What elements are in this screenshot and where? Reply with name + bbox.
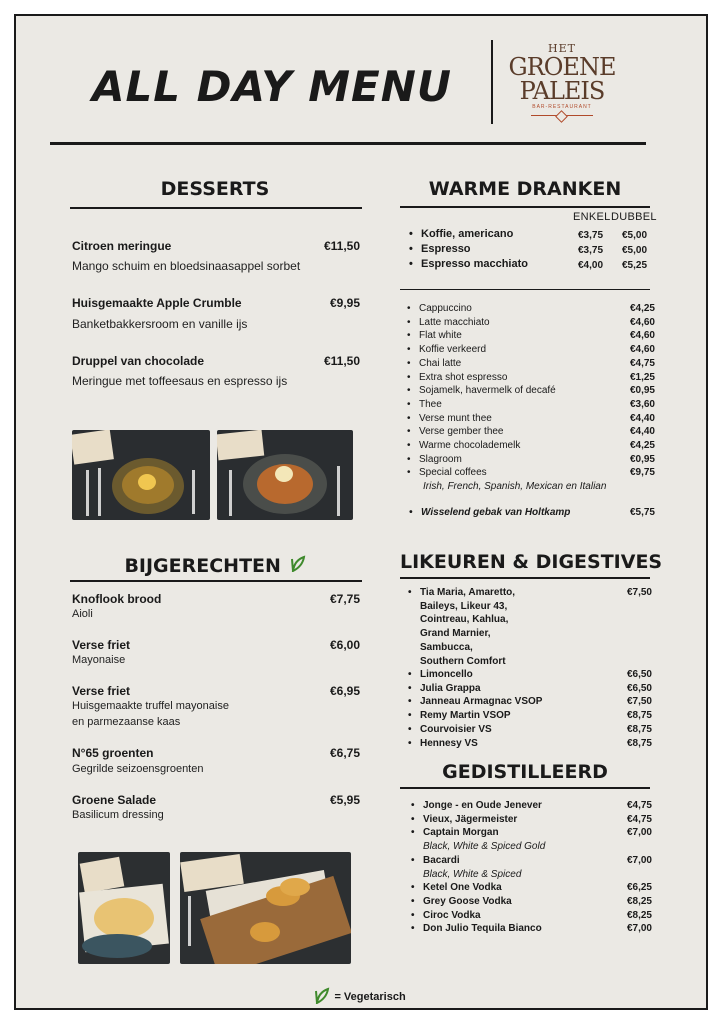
side-name: N°65 groenten — [72, 746, 154, 760]
liqueur-price: €8,75 — [626, 737, 652, 749]
spirit-price: €6,25 — [626, 882, 652, 894]
napkin — [217, 430, 264, 460]
vegetarian-leaf-icon — [288, 554, 306, 572]
liqueur-name: • Courvoisier VS — [420, 724, 492, 735]
side-name: Knoflook brood — [72, 592, 162, 606]
bread — [280, 878, 310, 896]
liqueur-name: • Julia Grappa — [420, 683, 481, 694]
coffee-name: • Koffie, americano — [421, 228, 513, 240]
side-photo-2 — [180, 852, 351, 964]
liqueur-name: • Limoncello — [420, 669, 473, 680]
napkin — [72, 430, 114, 465]
dessert-desc: Banketbakkersroom en vanille ijs — [72, 317, 248, 331]
likeuren-group-price: €7,50 — [626, 587, 652, 598]
ice-cream — [275, 466, 293, 482]
spirit-price: €7,00 — [626, 923, 652, 935]
liqueur-name: • Hennesy VS — [420, 738, 478, 749]
side-price: €7,75 — [329, 592, 360, 606]
dessert-desc: Meringue met toffeesaus en espresso ijs — [72, 374, 288, 388]
coffee-name: • Espresso macchiato — [421, 258, 528, 270]
spirit-price: €4,75 — [626, 800, 652, 811]
spirit-price: €8,25 — [626, 909, 652, 921]
header-rule — [50, 142, 646, 145]
fork — [98, 468, 101, 516]
restaurant-logo — [507, 42, 617, 120]
drink-name: • Sojamelk, havermelk of decafé — [419, 385, 556, 396]
drink-price: €4,75 — [629, 357, 655, 369]
drink-price: €4,60 — [629, 330, 655, 342]
drink-price: €1,25 — [629, 371, 655, 383]
knife — [337, 466, 340, 516]
col-enkel-header: ENKEL — [573, 211, 611, 223]
dessert-name: Druppel van chocolade — [72, 354, 205, 368]
fork — [229, 470, 232, 516]
liqueur-price: €6,50 — [626, 669, 652, 680]
logo-line-paleis: PALEIS — [519, 77, 605, 105]
drink-name: • Flat white — [419, 330, 462, 341]
side-desc-line2: en parmezaanse kaas — [72, 716, 181, 728]
side-name: Verse friet — [72, 638, 131, 652]
spirit-note: Black, White & Spiced — [423, 868, 522, 880]
fries — [94, 898, 154, 938]
gedistilleerd-heading: GEDISTILLEERD — [442, 761, 608, 783]
liqueur-group-line: Southern Comfort — [420, 655, 506, 667]
drink-name: • Chai latte — [419, 358, 461, 369]
coffee-enkel-price: €4,00 — [578, 260, 604, 271]
side-name: Verse friet — [72, 684, 131, 698]
drink-name: • Koffie verkeerd — [419, 344, 486, 355]
footer-legend-text: = Vegetarisch — [334, 991, 406, 1003]
coffee-enkel-price: €3,75 — [578, 245, 604, 256]
warme-dranken-divider — [400, 289, 650, 290]
side-desc: Huisgemaakte truffel mayonaise — [72, 700, 229, 712]
page-title: ALL DAY MENU — [92, 62, 452, 111]
drink-price: €4,25 — [629, 440, 655, 451]
logo-ornament-icon — [531, 112, 593, 120]
liqueur-name: • Remy Martin VSOP — [420, 710, 511, 721]
likeuren-rule — [400, 577, 650, 579]
fork — [86, 470, 89, 516]
drink-name: • Warme chocolademelk — [419, 440, 520, 451]
logo-tagline: BAR-RESTAURANT — [532, 104, 592, 110]
spirit-name: • Ciroc Vodka — [423, 910, 481, 921]
side-desc: Basilicum dressing — [72, 809, 164, 821]
drink-price: €4,60 — [629, 344, 655, 356]
dessert-price: €11,50 — [323, 239, 360, 253]
side-price: €6,75 — [329, 746, 360, 760]
spirit-price: €7,00 — [626, 854, 652, 866]
drink-price: €0,95 — [629, 453, 655, 465]
drink-name: • Slagroom — [419, 454, 462, 465]
drink-price: €4,40 — [629, 412, 655, 424]
dessert-photo-1 — [72, 430, 210, 520]
liqueur-group-line: Baileys, Likeur 43, — [420, 600, 508, 612]
bijgerechten-rule — [70, 580, 362, 582]
fork — [188, 896, 191, 946]
gedistilleerd-rule — [400, 787, 650, 789]
dessert-name: Citroen meringue — [72, 239, 172, 253]
bread — [250, 922, 280, 942]
spirit-name: • Captain Morgan — [423, 827, 499, 838]
bijgerechten-title: BIJGERECHTEN — [124, 555, 281, 577]
spirit-price: €8,25 — [626, 895, 652, 907]
side-desc: Aioli — [72, 608, 93, 620]
spirit-name: • Don Julio Tequila Bianco — [423, 923, 542, 934]
side-desc: Mayonaise — [72, 654, 126, 666]
spirit-name: • Grey Goose Vodka — [423, 896, 512, 907]
likeuren-heading: LIKEUREN & DIGESTIVES — [400, 551, 663, 573]
liqueur-price: €6,50 — [626, 682, 652, 694]
spirit-note: Black, White & Spiced Gold — [423, 841, 546, 853]
liqueur-price: €8,75 — [626, 710, 652, 722]
desserts-heading: DESSERTS — [160, 178, 270, 200]
spirit-name: • Vieux, Jägermeister — [423, 814, 517, 825]
plate — [82, 934, 152, 958]
liqueur-group-line: Cointreau, Kahlua, — [420, 614, 509, 626]
logo-line-het: HET — [548, 42, 576, 55]
dessert-name: Huisgemaakte Apple Crumble — [72, 296, 242, 310]
dessert-photo-2 — [217, 430, 353, 520]
dessert-desc: Mango schuim en bloedsinaasappel sorbet — [72, 259, 301, 273]
gebak-price: €5,75 — [629, 507, 655, 518]
drink-price: €4,40 — [629, 426, 655, 438]
drink-price: €0,95 — [629, 385, 655, 397]
warme-dranken-heading: WARME DRANKEN — [428, 178, 622, 200]
footer-legend — [312, 986, 406, 1005]
side-photo-1 — [78, 852, 170, 964]
side-desc: Gegrilde seizoensgroenten — [72, 763, 204, 775]
drink-name: • Cappuccino — [419, 303, 472, 314]
spirit-name: • Ketel One Vodka — [423, 882, 502, 893]
meringue — [138, 474, 156, 490]
logo-line-groene: GROENE — [508, 53, 616, 81]
drink-name: • Verse munt thee — [419, 413, 492, 424]
gebak-name: • Wisselend gebak van Holtkamp — [421, 507, 570, 518]
bijgerechten-heading — [70, 554, 360, 577]
drink-name: • Verse gember thee — [419, 426, 504, 437]
drink-name: • Thee — [419, 399, 442, 410]
liqueur-group-line: Sambucca, — [420, 641, 473, 653]
liqueur-group-line: Grand Marnier, — [420, 628, 491, 640]
header-divider — [491, 40, 493, 124]
side-name: Groene Salade — [72, 793, 157, 807]
col-dubbel-header: DUBBEL — [611, 211, 657, 223]
dessert-price: €11,50 — [323, 354, 360, 368]
knife — [192, 470, 195, 514]
coffee-enkel-price: €3,75 — [578, 230, 604, 241]
drink-price: €9,75 — [629, 467, 655, 479]
coffee-dubbel-price: €5,25 — [622, 260, 648, 271]
drink-name: • Latte macchiato — [419, 317, 490, 328]
liqueur-group-line: • Tia Maria, Amaretto, — [420, 587, 515, 598]
liqueur-name: • Janneau Armagnac VSOP — [420, 696, 542, 707]
vegetarian-leaf-icon — [312, 986, 330, 1004]
spirit-price: €4,75 — [626, 813, 652, 825]
drink-name: • Extra shot espresso — [419, 372, 507, 383]
drink-price: €4,60 — [629, 316, 655, 328]
side-price: €5,95 — [329, 793, 360, 807]
coffee-dubbel-price: €5,00 — [622, 230, 648, 241]
special-coffees-note: Irish, French, Spanish, Mexican en Italian — [423, 481, 607, 492]
warme-dranken-rule — [400, 206, 650, 208]
side-price: €6,95 — [329, 684, 360, 698]
side-price: €6,00 — [329, 638, 360, 652]
liqueur-price: €7,50 — [626, 696, 652, 708]
drink-price: €3,60 — [629, 398, 655, 410]
desserts-rule — [70, 207, 362, 209]
coffee-name: • Espresso — [421, 243, 471, 255]
spirit-price: €7,00 — [626, 827, 652, 839]
spirit-name: • Bacardi — [423, 855, 460, 866]
spirit-name: • Jonge - en Oude Jenever — [423, 800, 542, 811]
drink-name: • Special coffees — [419, 467, 487, 478]
coffee-dubbel-price: €5,00 — [622, 245, 648, 256]
dessert-price: €9,95 — [329, 296, 360, 310]
drink-price: €4,25 — [629, 303, 655, 314]
liqueur-price: €8,75 — [626, 723, 652, 735]
